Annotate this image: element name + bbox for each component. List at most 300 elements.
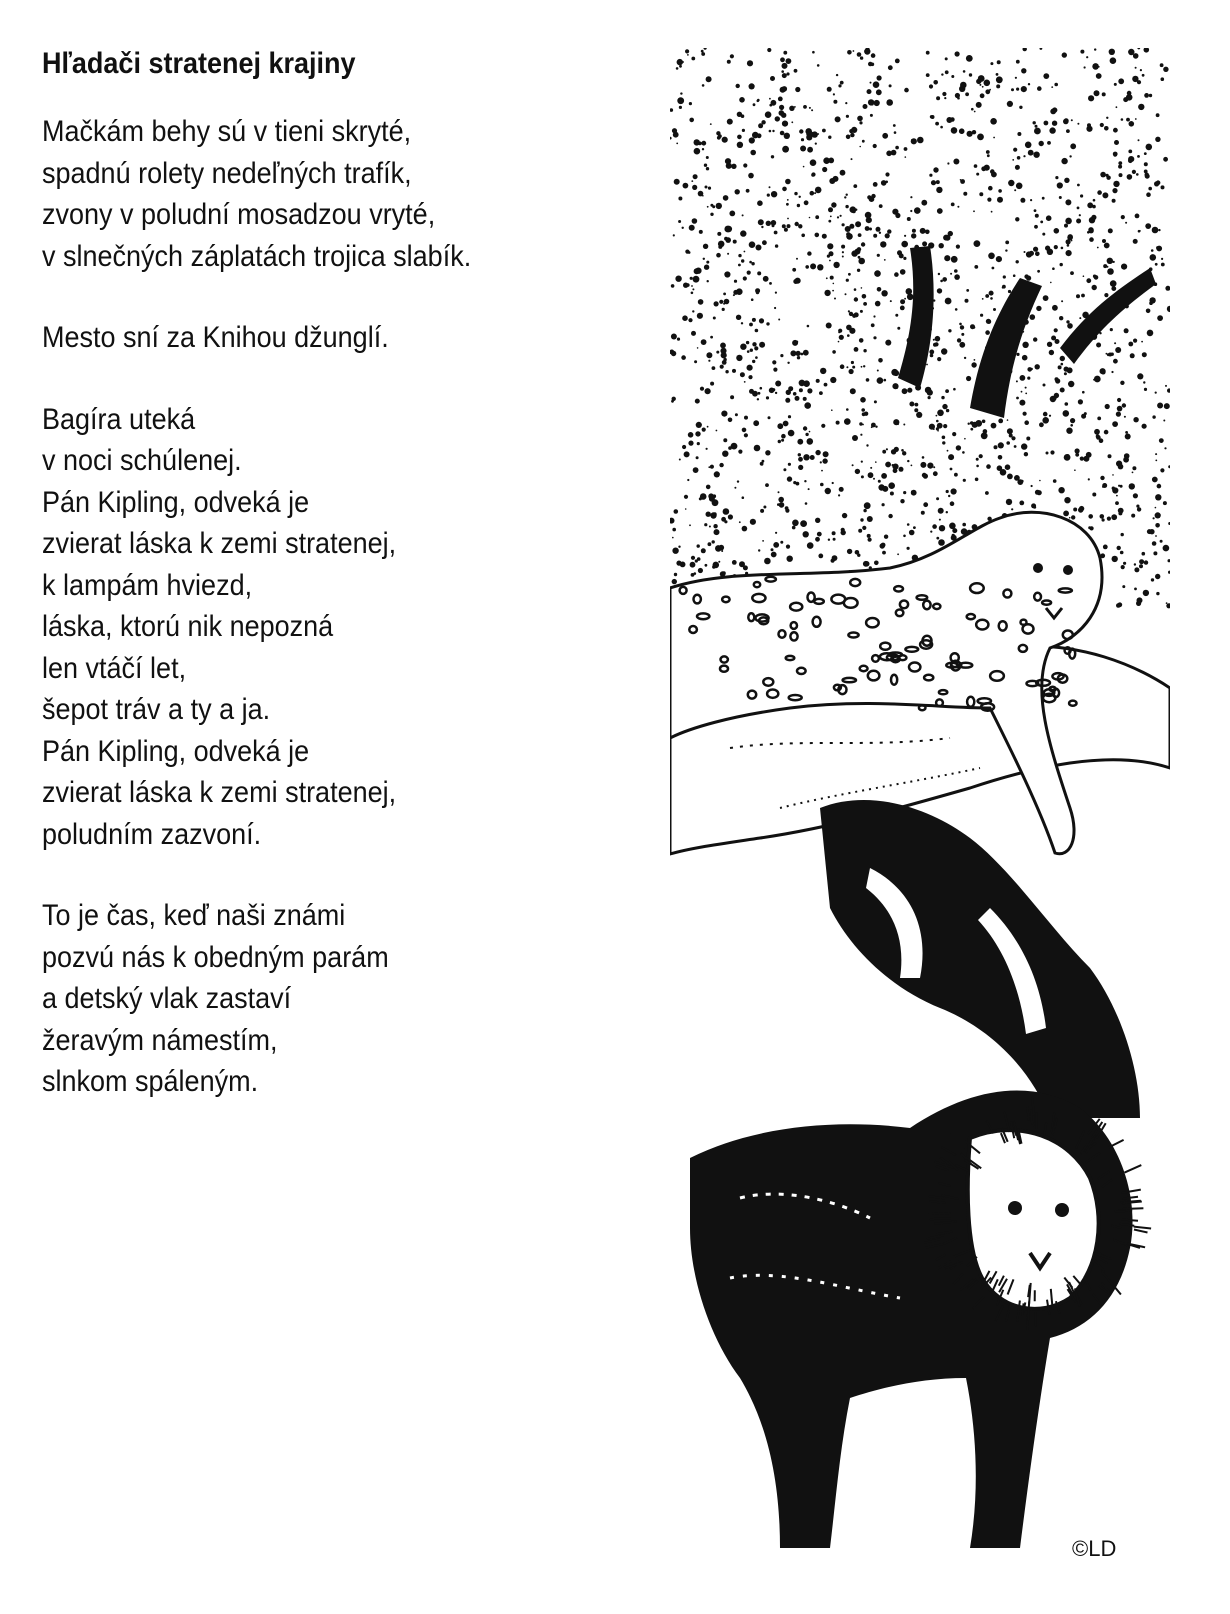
foliage-dot xyxy=(875,426,877,428)
foliage-dot xyxy=(933,471,938,476)
foliage-dot xyxy=(957,206,959,208)
foliage-dot xyxy=(950,501,955,506)
foliage-dot xyxy=(781,70,784,73)
foliage-dot xyxy=(1017,132,1021,136)
foliage-dot xyxy=(705,186,708,189)
foliage-dot xyxy=(1106,353,1108,355)
leopard-eye xyxy=(1033,563,1043,573)
foliage-dot xyxy=(954,473,958,477)
foliage-dot xyxy=(955,308,958,311)
foliage-dot xyxy=(1167,388,1170,392)
foliage-dot xyxy=(1121,533,1124,536)
foliage-dot xyxy=(996,256,1002,262)
foliage-dot xyxy=(731,164,736,169)
foliage-dot xyxy=(876,227,881,232)
foliage-dot xyxy=(1061,363,1064,366)
foliage-dot xyxy=(884,259,886,261)
foliage-dot xyxy=(718,561,720,563)
foliage-dot xyxy=(971,108,974,111)
foliage-dot xyxy=(807,542,814,549)
foliage-dot xyxy=(712,366,716,370)
foliage-dot xyxy=(959,128,965,134)
foliage-dot xyxy=(1146,144,1153,151)
foliage-dot xyxy=(933,466,935,468)
foliage-dot xyxy=(734,487,736,489)
foliage-dot xyxy=(1037,270,1040,273)
foliage-dot xyxy=(981,166,986,171)
foliage-dot xyxy=(685,49,689,53)
foliage-dot xyxy=(842,256,844,258)
foliage-dot xyxy=(858,258,865,265)
foliage-dot xyxy=(1062,52,1067,57)
foliage-dot xyxy=(851,250,857,256)
foliage-dot xyxy=(689,102,692,105)
foliage-dot xyxy=(725,158,731,164)
foliage-dot xyxy=(848,273,851,276)
foliage-dot xyxy=(885,181,888,184)
foliage-dot xyxy=(877,370,879,372)
foliage-dot xyxy=(780,57,785,62)
foliage-dot xyxy=(900,499,904,503)
foliage-dot xyxy=(946,409,949,412)
foliage-dot xyxy=(823,451,829,457)
foliage-dot xyxy=(947,162,949,164)
foliage-dot xyxy=(720,343,726,349)
foliage-dot xyxy=(854,347,859,352)
foliage-dot xyxy=(974,265,978,269)
foliage-dot xyxy=(807,388,812,393)
foliage-dot xyxy=(936,415,938,417)
foliage-dot xyxy=(1064,224,1068,228)
foliage-dot xyxy=(1100,514,1105,519)
foliage-dot xyxy=(940,280,943,283)
foliage-dot xyxy=(915,403,919,407)
foliage-dot xyxy=(707,206,709,208)
foliage-dot xyxy=(803,531,809,537)
foliage-dot xyxy=(772,130,774,132)
foliage-dot xyxy=(910,210,912,212)
leopard-eye xyxy=(1063,565,1073,575)
foliage-dot xyxy=(815,450,820,455)
foliage-dot xyxy=(1034,128,1041,135)
mane-stroke xyxy=(1028,1301,1029,1320)
foliage-dot xyxy=(895,314,898,317)
foliage-dot xyxy=(971,362,976,367)
foliage-dot xyxy=(1131,514,1135,518)
foliage-dot xyxy=(930,531,932,533)
foliage-dot xyxy=(925,230,930,235)
foliage-dot xyxy=(945,298,952,305)
foliage-dot xyxy=(998,442,1004,448)
foliage-dot xyxy=(709,526,711,528)
foliage-dot xyxy=(747,365,753,371)
foliage-dot xyxy=(1144,162,1148,166)
foliage-dot xyxy=(830,377,836,383)
foliage-dot xyxy=(1097,247,1099,249)
foliage-dot xyxy=(1052,267,1055,270)
foliage-dot xyxy=(951,488,957,494)
foliage-dot xyxy=(1033,152,1039,158)
foliage-dot xyxy=(721,550,723,552)
foliage-dot xyxy=(761,120,765,124)
foliage-dot xyxy=(846,135,851,140)
foliage-dot xyxy=(1050,450,1054,454)
foliage-dot xyxy=(724,299,730,305)
foliage-dot xyxy=(963,192,967,196)
foliage-dot xyxy=(1107,268,1114,275)
foliage-dot xyxy=(1135,118,1137,120)
foliage-dot xyxy=(858,256,861,259)
foliage-dot xyxy=(706,156,709,159)
foliage-dot xyxy=(839,487,844,492)
foliage-dot xyxy=(739,97,745,103)
foliage-dot xyxy=(803,350,809,356)
foliage-dot xyxy=(821,424,825,428)
foliage-dot xyxy=(778,440,781,443)
foliage-dot xyxy=(682,227,684,229)
foliage-dot xyxy=(723,293,726,296)
foliage-dot xyxy=(885,172,889,176)
foliage-dot xyxy=(859,121,862,124)
foliage-dot xyxy=(1013,274,1016,277)
foliage-dot xyxy=(838,84,841,87)
foliage-dot xyxy=(1110,328,1113,331)
foliage-dot xyxy=(704,523,707,526)
foliage-dot xyxy=(786,203,789,206)
foliage-dot xyxy=(799,196,801,198)
foliage-dot xyxy=(874,561,879,566)
foliage-dot xyxy=(913,526,916,529)
foliage-dot xyxy=(1112,421,1118,427)
foliage-dot xyxy=(815,537,820,542)
foliage-dot xyxy=(765,450,770,455)
foliage-dot xyxy=(937,357,941,361)
foliage-dot xyxy=(979,84,981,86)
foliage-dot xyxy=(941,396,944,399)
foliage-dot xyxy=(900,299,905,304)
foliage-dot xyxy=(1094,429,1100,435)
foliage-dot xyxy=(937,423,943,429)
foliage-dot xyxy=(814,192,816,194)
foliage-dot xyxy=(710,336,713,339)
foliage-dot xyxy=(749,261,752,264)
foliage-dot xyxy=(783,51,787,55)
foliage-dot xyxy=(1045,246,1050,251)
foliage-dot xyxy=(917,137,924,144)
foliage-dot xyxy=(807,251,811,255)
foliage-dot xyxy=(873,81,880,88)
foliage-dot xyxy=(897,553,899,555)
foliage-dot xyxy=(736,84,740,88)
foliage-dot xyxy=(1035,364,1040,369)
foliage-dot xyxy=(1088,514,1093,519)
foliage-dot xyxy=(1064,497,1070,503)
foliage-dot xyxy=(881,290,887,296)
foliage-dot xyxy=(886,99,893,106)
foliage-dot xyxy=(879,232,881,234)
foliage-dot xyxy=(684,451,690,457)
foliage-dot xyxy=(884,379,887,382)
foliage-dot xyxy=(904,147,908,151)
foliage-dot xyxy=(779,110,785,116)
foliage-dot xyxy=(944,97,946,99)
foliage-dot xyxy=(938,508,944,514)
foliage-dot xyxy=(825,488,831,494)
foliage-dot xyxy=(933,343,937,347)
foliage-dot xyxy=(1065,199,1071,205)
foliage-dot xyxy=(1164,447,1166,449)
foliage-dot xyxy=(1120,485,1123,488)
poem-line: Pán Kipling, odveká je xyxy=(42,734,310,768)
foliage-dot xyxy=(894,447,899,452)
foliage-dot xyxy=(1023,155,1025,157)
foliage-dot xyxy=(892,209,898,215)
foliage-dot xyxy=(947,450,949,452)
mane-stroke xyxy=(1123,1208,1143,1209)
foliage-dot xyxy=(1113,359,1118,364)
foliage-dot xyxy=(1157,498,1159,500)
foliage-dot xyxy=(780,541,783,544)
foliage-dot xyxy=(1007,500,1011,504)
foliage-dot xyxy=(733,240,737,244)
foliage-dot xyxy=(933,167,938,172)
foliage-dot xyxy=(815,143,817,145)
foliage-dot xyxy=(672,528,676,532)
foliage-dot xyxy=(957,338,961,342)
foliage-dot xyxy=(937,410,944,417)
foliage-dot xyxy=(1087,123,1091,127)
foliage-dot xyxy=(878,358,883,363)
foliage-dot xyxy=(1007,419,1009,421)
foliage-dot xyxy=(1121,565,1125,569)
foliage-dot xyxy=(1128,49,1134,55)
foliage-dot xyxy=(773,368,777,372)
foliage-dot xyxy=(881,180,887,186)
foliage-dot xyxy=(903,424,905,426)
foliage-dot xyxy=(982,298,984,300)
foliage-dot xyxy=(706,485,711,490)
foliage-dot xyxy=(1111,261,1113,263)
foliage-dot xyxy=(1141,341,1143,343)
foliage-dot xyxy=(1112,556,1118,562)
foliage-dot xyxy=(702,195,704,197)
foliage-dot xyxy=(1100,172,1106,178)
foliage-dot xyxy=(707,280,709,282)
foliage-dot xyxy=(932,524,937,529)
foliage-dot xyxy=(964,357,966,359)
foliage-dot xyxy=(689,524,691,526)
foliage-dot xyxy=(774,231,778,235)
foliage-dot xyxy=(1143,381,1145,383)
foliage-dot xyxy=(753,420,759,426)
foliage-dot xyxy=(888,65,893,70)
foliage-dot xyxy=(1121,264,1127,270)
foliage-dot xyxy=(817,133,819,135)
foliage-dot xyxy=(876,89,882,95)
foliage-dot xyxy=(951,203,955,207)
foliage-dot xyxy=(1044,121,1049,126)
foliage-dot xyxy=(778,497,784,503)
foliage-dot xyxy=(677,97,684,104)
foliage-dot xyxy=(1160,468,1164,472)
foliage-dot xyxy=(844,418,851,425)
foliage-dot xyxy=(968,423,970,425)
foliage-dot xyxy=(868,538,872,542)
mane-stroke xyxy=(1134,1227,1151,1229)
foliage-dot xyxy=(692,288,694,290)
foliage-dot xyxy=(1161,77,1165,81)
foliage-dot xyxy=(852,464,854,466)
foliage-dot xyxy=(1161,185,1165,189)
foliage-dot xyxy=(901,241,908,248)
foliage-dot xyxy=(1066,250,1072,256)
foliage-dot xyxy=(911,139,913,141)
foliage-dot xyxy=(875,461,877,463)
foliage-dot xyxy=(1157,403,1163,409)
foliage-dot xyxy=(877,254,880,257)
foliage-dot xyxy=(743,163,747,167)
foliage-dot xyxy=(774,307,776,309)
foliage-dot xyxy=(800,146,806,152)
foliage-dot xyxy=(795,87,800,92)
foliage-dot xyxy=(817,532,822,537)
foliage-dot xyxy=(949,523,956,530)
foliage-dot xyxy=(939,525,945,531)
foliage-dot xyxy=(1014,445,1017,448)
foliage-dot xyxy=(672,537,674,539)
foliage-dot xyxy=(1093,199,1096,202)
foliage-dot xyxy=(1151,578,1154,581)
foliage-dot xyxy=(927,463,933,469)
signature: ©LD xyxy=(1072,1536,1117,1561)
foliage-dot xyxy=(670,518,675,524)
foliage-dot xyxy=(723,195,729,201)
foliage-dot xyxy=(1054,83,1058,87)
foliage-dot xyxy=(959,323,962,326)
foliage-dot xyxy=(1023,48,1027,51)
foliage-dot xyxy=(1009,434,1013,438)
foliage-dot xyxy=(1035,214,1039,218)
foliage-dot xyxy=(877,377,884,384)
foliage-dot xyxy=(1092,285,1097,290)
foliage-dot xyxy=(936,497,939,500)
foliage-dot xyxy=(691,331,696,336)
foliage-dot xyxy=(951,127,958,134)
foliage-dot xyxy=(1067,323,1073,329)
foliage-dot xyxy=(1016,397,1019,400)
foliage-dot xyxy=(784,133,790,139)
foliage-dot xyxy=(1168,465,1170,468)
foliage-dot xyxy=(871,63,875,67)
foliage-dot xyxy=(1160,63,1164,67)
foliage-dot xyxy=(833,93,835,95)
foliage-dot xyxy=(1118,511,1122,515)
foliage-dot xyxy=(1113,181,1119,187)
poem-line: To je čas, keď naši známi xyxy=(42,899,346,932)
foliage-dot xyxy=(706,76,712,82)
foliage-dot xyxy=(1152,477,1158,483)
foliage-dot xyxy=(1104,243,1110,249)
foliage-dot xyxy=(749,389,754,394)
foliage-dot xyxy=(1094,48,1096,50)
foliage-dot xyxy=(1133,417,1138,422)
foliage-dot xyxy=(965,92,969,96)
foliage-dot xyxy=(833,262,839,268)
foliage-dot xyxy=(880,241,886,247)
foliage-dot xyxy=(984,80,991,87)
foliage-dot xyxy=(920,462,926,468)
foliage-dot xyxy=(1021,480,1024,483)
foliage-dot xyxy=(873,478,875,480)
foliage-dot xyxy=(1166,602,1168,604)
foliage-dot xyxy=(1050,109,1056,115)
stanza-1 xyxy=(42,111,642,277)
foliage-dot xyxy=(893,419,899,425)
foliage-dot xyxy=(1070,418,1075,423)
foliage-dot xyxy=(871,103,874,106)
foliage-dot xyxy=(901,449,904,452)
foliage-dot xyxy=(679,65,682,68)
foliage-dot xyxy=(1149,529,1154,534)
foliage-dot xyxy=(1133,493,1138,498)
foliage-dot xyxy=(705,564,708,567)
foliage-dot xyxy=(771,552,777,558)
foliage-dot xyxy=(1161,263,1165,267)
foliage-dot xyxy=(963,70,966,73)
foliage-dot xyxy=(821,470,823,472)
foliage-dot xyxy=(703,244,708,249)
foliage-dot xyxy=(1102,239,1106,243)
foliage-dot xyxy=(1097,190,1102,195)
foliage-dot xyxy=(846,366,848,368)
foliage-dot xyxy=(974,111,976,113)
foliage-dot xyxy=(1109,49,1115,55)
foliage-dot xyxy=(1011,508,1013,510)
foliage-dot xyxy=(991,211,993,213)
foliage-dot xyxy=(989,291,994,296)
foliage-dot xyxy=(1150,254,1157,261)
foliage-dot xyxy=(1021,68,1026,73)
foliage-dot xyxy=(861,461,863,463)
foliage-dot xyxy=(674,179,680,185)
foliage-dot xyxy=(1116,495,1118,497)
foliage-dot xyxy=(894,131,897,134)
foliage-dot xyxy=(900,269,906,275)
foliage-dot xyxy=(1049,350,1054,355)
foliage-dot xyxy=(1156,180,1161,185)
foliage-dot xyxy=(929,174,932,177)
foliage-dot xyxy=(951,75,954,78)
foliage-dot xyxy=(762,540,764,542)
foliage-dot xyxy=(1157,315,1163,321)
foliage-dot xyxy=(1136,601,1141,606)
foliage-dot xyxy=(737,135,742,140)
foliage-dot xyxy=(874,400,877,403)
foliage-dot xyxy=(709,496,715,502)
foliage-dot xyxy=(946,490,949,493)
foliage-dot xyxy=(1142,352,1147,357)
foliage-dot xyxy=(1024,251,1026,253)
foliage-dot xyxy=(753,103,756,106)
foliage-dot xyxy=(694,360,697,363)
foliage-dot xyxy=(1054,328,1058,332)
foliage-dot xyxy=(1019,501,1024,506)
foliage-dot xyxy=(781,439,784,442)
foliage-dot xyxy=(1118,161,1122,165)
foliage-dot xyxy=(691,556,695,560)
foliage-dot xyxy=(812,51,815,54)
foliage-dot xyxy=(990,118,997,125)
